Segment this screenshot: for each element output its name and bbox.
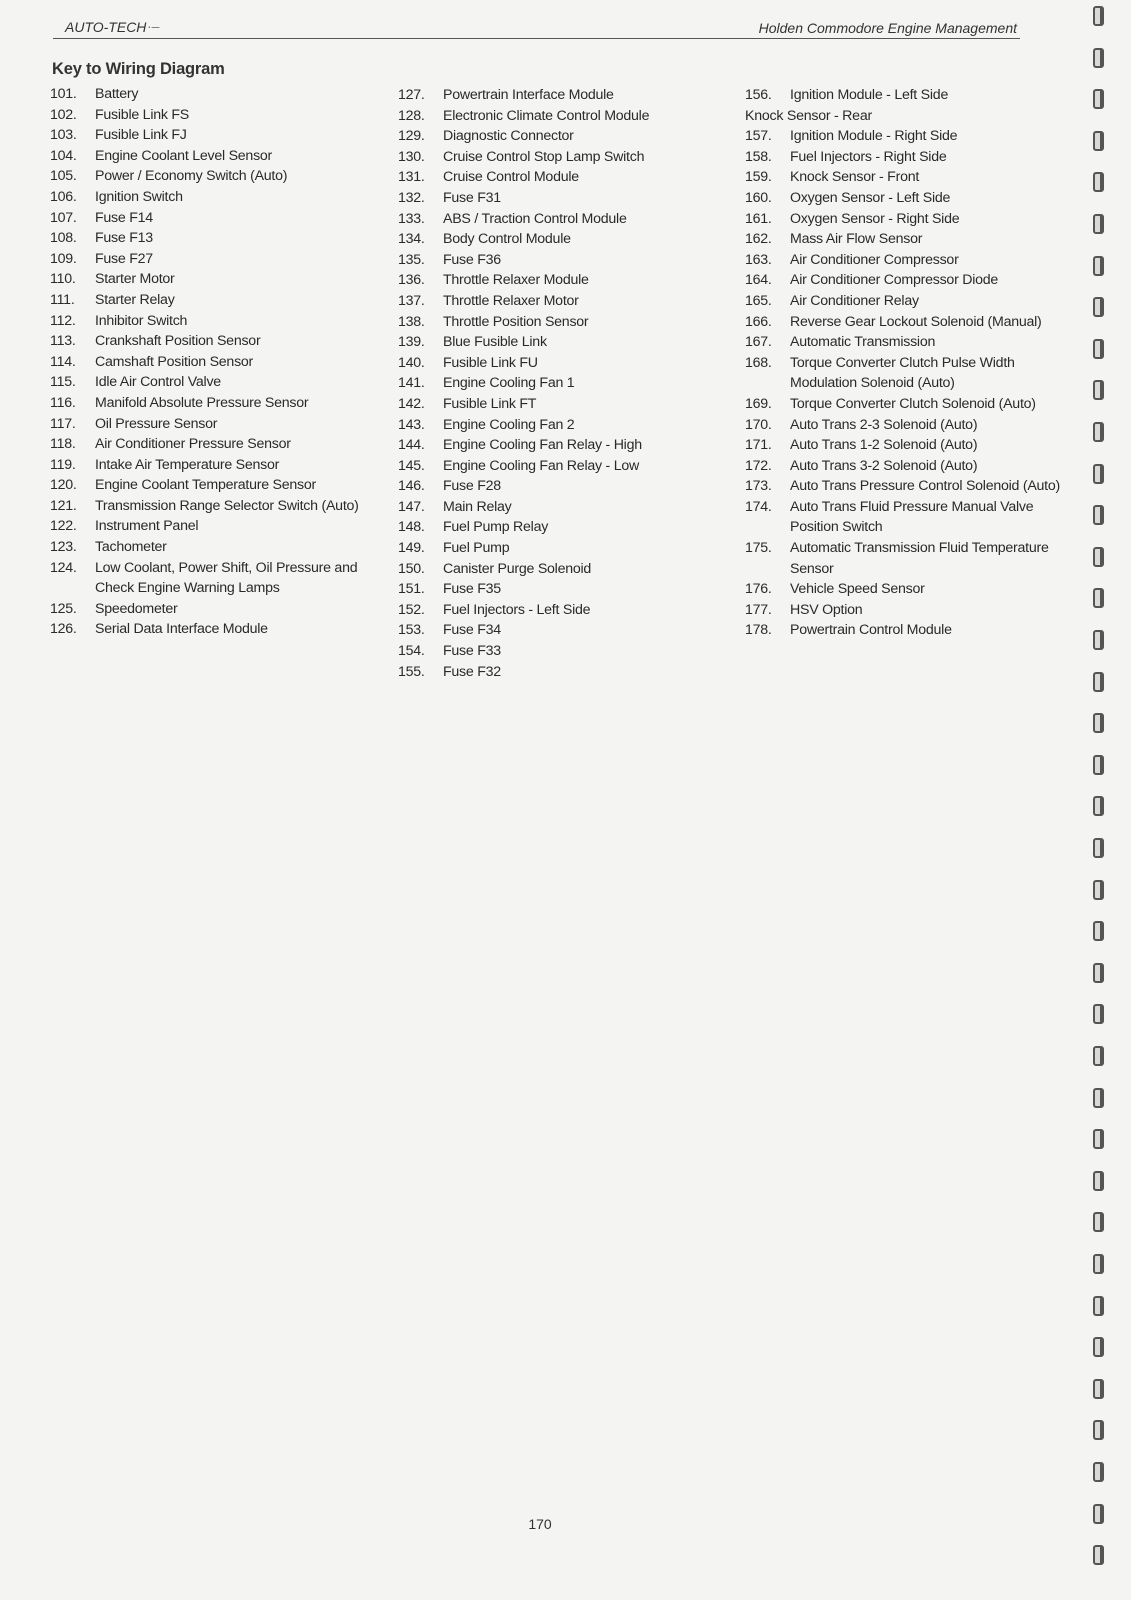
entry-number: 137. — [398, 292, 425, 309]
key-entry — [398, 517, 718, 538]
entry-label: Oxygen Sensor - Right Side — [790, 210, 960, 227]
entry-label: Auto Trans Fluid Pressure Manual Valve Position Switch — [790, 498, 1034, 536]
binding-ring — [1093, 1462, 1104, 1482]
entry-number: 105. — [50, 168, 77, 185]
entry-label: Engine Cooling Fan 1 — [443, 375, 575, 392]
key-entry — [745, 600, 1065, 621]
binding-ring — [1093, 380, 1104, 400]
entry-label: Fuse F13 — [95, 230, 153, 247]
entry-number: 170. — [745, 416, 772, 433]
binding-ring — [1093, 1296, 1104, 1316]
entry-number: 129. — [398, 128, 425, 145]
entry-label: Automatic Transmission — [790, 334, 936, 351]
entry-label: Fuse F27 — [95, 250, 153, 267]
key-entry — [398, 209, 718, 230]
entry-label: Instrument Panel — [95, 518, 199, 535]
entry-label: Electronic Climate Control Module — [443, 107, 650, 124]
key-entry — [398, 456, 718, 477]
entry-number: 121. — [50, 497, 77, 514]
key-column-2 — [398, 85, 718, 682]
key-entry — [50, 475, 370, 496]
binding-ring — [1093, 422, 1104, 442]
entry-number: 103. — [50, 127, 77, 144]
key-entry — [398, 415, 718, 436]
entry-label: Fuel Pump Relay — [443, 519, 549, 536]
binding-ring — [1093, 547, 1104, 567]
key-entry — [745, 291, 1065, 312]
entry-label: Idle Air Control Valve — [95, 374, 221, 391]
entry-number: 154. — [398, 643, 425, 660]
entry-number: 138. — [398, 313, 425, 330]
entry-number: 146. — [398, 478, 425, 495]
entry-number: 163. — [745, 251, 772, 268]
key-entry — [50, 146, 370, 167]
entry-number: 177. — [745, 601, 772, 618]
key-entry — [745, 538, 1065, 579]
binding-ring — [1093, 89, 1104, 109]
entry-number: 156. — [745, 87, 772, 103]
binding-ring — [1093, 214, 1104, 234]
key-entry — [745, 332, 1065, 353]
key-entry — [50, 455, 370, 476]
entry-number: 168. — [745, 354, 772, 371]
key-entry — [398, 579, 718, 600]
key-entry — [50, 311, 370, 332]
entry-label: Air Conditioner Compressor — [790, 251, 959, 268]
key-entry — [745, 579, 1065, 600]
binding-ring — [1093, 588, 1104, 608]
entry-number: 115. — [50, 374, 76, 391]
entry-label: Engine Coolant Level Sensor — [95, 147, 273, 164]
entry-label: Air Conditioner Pressure Sensor — [95, 436, 291, 453]
key-entry — [398, 538, 718, 559]
entry-number: 151. — [398, 581, 425, 598]
entry-label: Oxygen Sensor - Left Side — [790, 189, 951, 206]
binding-ring — [1093, 1379, 1104, 1399]
key-entry — [745, 85, 1065, 106]
entry-number: 101. — [50, 86, 77, 102]
binding-ring — [1093, 1046, 1104, 1066]
entry-label: Fuse F35 — [443, 581, 501, 598]
entry-label: Cruise Control Stop Lamp Switch — [443, 148, 645, 165]
key-column-1 — [50, 84, 370, 640]
binding-ring — [1093, 1171, 1104, 1191]
key-entry — [50, 105, 370, 126]
binding-ring — [1093, 1088, 1104, 1108]
entry-label: Ignition Module - Left Side — [790, 87, 949, 103]
entry-number: 169. — [745, 395, 772, 412]
binding-ring — [1093, 1129, 1104, 1149]
entry-label: Starter Relay — [95, 291, 175, 308]
entry-label: Fuel Injectors - Left Side — [443, 601, 591, 618]
key-entry — [50, 619, 370, 640]
binding-ring — [1093, 630, 1104, 650]
entry-number: 164. — [745, 272, 772, 289]
key-entry — [50, 352, 370, 373]
binding-ring — [1093, 838, 1104, 858]
key-entry — [398, 497, 718, 518]
entry-label: Auto Trans 1-2 Solenoid (Auto) — [790, 437, 978, 454]
key-entry — [50, 187, 370, 208]
binding-ring — [1093, 1337, 1104, 1357]
binding-ring — [1093, 796, 1104, 816]
entry-number: 123. — [50, 539, 77, 556]
binding-ring — [1093, 256, 1104, 276]
binding-ring — [1093, 880, 1104, 900]
entry-label: Engine Cooling Fan 2 — [443, 416, 575, 433]
entry-number: 126. — [50, 621, 77, 638]
key-entry — [745, 229, 1065, 250]
entry-number: 122. — [50, 518, 77, 535]
key-entry — [398, 662, 718, 683]
key-entry — [50, 414, 370, 435]
key-entry — [398, 353, 718, 374]
entry-label: Inhibitor Switch — [95, 312, 188, 329]
entry-number: 161. — [745, 210, 772, 227]
key-entry — [50, 599, 370, 620]
header-book-title: Holden Commodore Engine Management — [758, 20, 1017, 36]
entry-label: Ignition Module - Right Side — [790, 128, 958, 145]
entry-number: 128. — [398, 107, 425, 124]
key-entry — [50, 208, 370, 229]
entry-number: 130. — [398, 148, 425, 165]
entry-number: 145. — [398, 457, 425, 474]
binding-ring — [1093, 1212, 1104, 1232]
binding-ring — [1093, 339, 1104, 359]
key-entry — [50, 290, 370, 311]
key-entry — [50, 249, 370, 270]
entry-label: Camshaft Position Sensor — [95, 353, 254, 370]
binding-ring — [1093, 505, 1104, 525]
key-entry — [398, 332, 718, 353]
spiral-binding — [1087, 0, 1113, 1600]
key-entry — [398, 167, 718, 188]
entry-number: 158. — [745, 148, 772, 165]
entry-number: 112. — [50, 312, 76, 329]
entry-label: Fuse F28 — [443, 478, 501, 495]
key-entry — [50, 558, 370, 599]
entry-label: HSV Option — [790, 601, 863, 618]
key-entry — [398, 188, 718, 209]
entry-number: 166. — [745, 313, 772, 330]
entry-label: Fuel Injectors - Right Side — [790, 148, 947, 165]
entry-number: 136. — [398, 272, 425, 289]
binding-ring — [1093, 131, 1104, 151]
entry-label: Power / Economy Switch (Auto) — [95, 168, 288, 185]
page-header — [53, 18, 1020, 39]
entry-number: 107. — [50, 209, 77, 226]
binding-ring — [1093, 755, 1104, 775]
entry-number: 131. — [398, 169, 425, 186]
entry-number: 155. — [398, 663, 425, 680]
binding-ring — [1093, 297, 1104, 317]
entry-label: Fusible Link FT — [443, 395, 537, 412]
entry-label: Ignition Switch — [95, 188, 183, 205]
entry-label: Oil Pressure Sensor — [95, 415, 218, 432]
key-entry — [398, 229, 718, 250]
header-publisher: AUTO-TECH — [65, 19, 147, 35]
binding-ring — [1093, 921, 1104, 941]
key-entry — [745, 147, 1065, 168]
entry-number: 124. — [50, 559, 77, 576]
key-entry — [745, 394, 1065, 415]
entry-label: Powertrain Control Module — [790, 622, 952, 639]
entry-label: Intake Air Temperature Sensor — [95, 456, 280, 473]
entry-label: Tachometer — [95, 539, 167, 556]
entry-label: Auto Trans 2-3 Solenoid (Auto) — [790, 416, 978, 433]
entry-number: 162. — [745, 231, 772, 248]
key-entry — [745, 456, 1065, 477]
binding-ring — [1093, 1420, 1104, 1440]
binding-ring — [1093, 48, 1104, 68]
binding-ring — [1093, 963, 1104, 983]
key-entry — [745, 476, 1065, 497]
entry-label: Fusible Link FJ — [95, 127, 187, 144]
key-entry — [398, 641, 718, 662]
entry-label: Throttle Relaxer Motor — [443, 292, 579, 309]
entry-number: 114. — [50, 353, 76, 370]
entry-label: Reverse Gear Lockout Solenoid (Manual) — [790, 313, 1042, 330]
entry-label: Low Coolant, Power Shift, Oil Pressure and Check Engine Warning Lamps — [95, 559, 358, 597]
entry-label: Air Conditioner Compressor Diode — [790, 272, 999, 289]
entry-number: 127. — [398, 87, 425, 103]
entry-number: 110. — [50, 271, 76, 288]
binding-ring — [1093, 672, 1104, 692]
key-entry — [745, 270, 1065, 291]
binding-ring — [1093, 1545, 1104, 1565]
entry-number: 178. — [745, 622, 772, 639]
entry-number: 104. — [50, 147, 77, 164]
entry-number: 148. — [398, 519, 425, 536]
key-entry — [398, 85, 718, 106]
key-entry — [745, 415, 1065, 436]
binding-ring — [1093, 6, 1104, 26]
entry-number: 143. — [398, 416, 425, 433]
entry-number: 153. — [398, 622, 425, 639]
entry-number: 109. — [50, 250, 77, 267]
key-entry — [398, 270, 718, 291]
entry-label: Auto Trans Pressure Control Solenoid (Auto) — [790, 478, 1060, 495]
key-entry — [50, 331, 370, 352]
entry-number: 150. — [398, 560, 425, 577]
entry-number: 173. — [745, 478, 772, 495]
entry-label: Powertrain Interface Module — [443, 87, 614, 103]
entry-number: 135. — [398, 251, 425, 268]
entry-label: Fuel Pump — [443, 540, 510, 557]
entry-number: 106. — [50, 188, 77, 205]
key-entry — [398, 291, 718, 312]
entry-label: Starter Motor — [95, 271, 175, 288]
key-entry — [50, 372, 370, 393]
binding-ring — [1093, 1254, 1104, 1274]
key-entry — [398, 126, 718, 147]
entry-label: Body Control Module — [443, 231, 571, 248]
entry-label: Knock Sensor - Rear — [745, 107, 872, 124]
binding-ring — [1093, 172, 1104, 192]
entry-label: Transmission Range Selector Switch (Auto) — [95, 497, 359, 514]
key-entry — [745, 250, 1065, 271]
key-entry — [745, 620, 1065, 641]
key-entry — [745, 209, 1065, 230]
entry-number: 171. — [745, 437, 772, 454]
entry-label: Mass Air Flow Sensor — [790, 231, 923, 248]
entry-number: 141. — [398, 375, 425, 392]
entry-label: Torque Converter Clutch Pulse Width Modulation Solenoid (Auto) — [790, 354, 1015, 392]
entry-number: 102. — [50, 106, 77, 123]
entry-label: ABS / Traction Control Module — [443, 210, 627, 227]
key-entry — [50, 393, 370, 414]
entry-number: 142. — [398, 395, 425, 412]
key-entry — [50, 537, 370, 558]
entry-number: 108. — [50, 230, 77, 247]
entry-label: Canister Purge Solenoid — [443, 560, 592, 577]
entry-number: 116. — [50, 394, 76, 411]
key-entry — [398, 600, 718, 621]
key-entry — [745, 106, 1065, 127]
binding-ring — [1093, 1004, 1104, 1024]
entry-number: 119. — [50, 456, 76, 473]
entry-number: 147. — [398, 498, 425, 515]
entry-number: 134. — [398, 231, 425, 248]
entry-number: 165. — [745, 292, 772, 309]
entry-number: 120. — [50, 477, 77, 494]
entry-label: Blue Fusible Link — [443, 334, 547, 351]
key-entry — [745, 497, 1065, 538]
entry-label: Fuse F36 — [443, 251, 501, 268]
key-entry — [50, 228, 370, 249]
key-entry — [50, 434, 370, 455]
key-entry — [745, 312, 1065, 333]
key-entry — [50, 496, 370, 517]
entry-label: Crankshaft Position Sensor — [95, 333, 261, 350]
key-entry — [398, 476, 718, 497]
entry-label: Vehicle Speed Sensor — [790, 581, 925, 598]
binding-ring — [1093, 1504, 1104, 1524]
entry-number: 132. — [398, 189, 425, 206]
key-heading: Key to Wiring Diagram — [52, 60, 225, 78]
entry-number: 176. — [745, 581, 772, 598]
key-entry — [398, 147, 718, 168]
entry-number: 167. — [745, 334, 772, 351]
key-entry — [398, 373, 718, 394]
entry-label: Fuse F33 — [443, 643, 501, 660]
entry-label: Fusible Link FU — [443, 354, 538, 371]
entry-number: 152. — [398, 601, 425, 618]
key-entry — [50, 166, 370, 187]
entry-label: Fuse F32 — [443, 663, 501, 680]
key-entry — [745, 167, 1065, 188]
entry-number: 117. — [50, 415, 76, 432]
key-entry — [50, 84, 370, 105]
entry-number: 159. — [745, 169, 772, 186]
key-entry — [398, 250, 718, 271]
key-entry — [398, 312, 718, 333]
entry-label: Throttle Relaxer Module — [443, 272, 589, 289]
key-column-3 — [745, 85, 1065, 641]
entry-label: Fuse F14 — [95, 209, 153, 226]
key-entry — [745, 435, 1065, 456]
key-entry — [745, 126, 1065, 147]
entry-number: 144. — [398, 437, 425, 454]
entry-label: Engine Coolant Temperature Sensor — [95, 477, 316, 494]
key-entry — [398, 106, 718, 127]
page-number: 170 — [528, 1516, 552, 1532]
entry-label: Diagnostic Connector — [443, 128, 574, 145]
key-entry — [398, 559, 718, 580]
binding-ring — [1093, 464, 1104, 484]
entry-label: Fuse F34 — [443, 622, 501, 639]
entry-label: Throttle Position Sensor — [443, 313, 589, 330]
key-entry — [50, 516, 370, 537]
key-entry — [745, 353, 1065, 394]
entry-number: 111. — [50, 291, 75, 308]
key-entry — [50, 125, 370, 146]
entry-number: 174. — [745, 498, 772, 515]
entry-label: Knock Sensor - Front — [790, 169, 920, 186]
entry-number: 140. — [398, 354, 425, 371]
entry-label: Fuse F31 — [443, 189, 501, 206]
entry-number: 172. — [745, 457, 772, 474]
entry-number: 160. — [745, 189, 772, 206]
entry-label: Speedometer — [95, 600, 178, 617]
entry-label: Automatic Transmission Fluid Temperature Sensor — [790, 540, 1049, 577]
key-entry — [398, 435, 718, 456]
entry-number: 149. — [398, 540, 425, 557]
entry-number: 133. — [398, 210, 425, 227]
key-entry — [745, 188, 1065, 209]
entry-label: Serial Data Interface Module — [95, 621, 268, 638]
entry-label: Fusible Link FS — [95, 106, 190, 123]
entry-number: 125. — [50, 600, 77, 617]
entry-label: Manifold Absolute Pressure Sensor — [95, 394, 309, 411]
key-entry — [50, 269, 370, 290]
entry-label: Engine Cooling Fan Relay - High — [443, 437, 642, 454]
entry-number: 175. — [745, 540, 772, 557]
entry-label: Cruise Control Module — [443, 169, 579, 186]
entry-label: Main Relay — [443, 498, 512, 515]
header-mark: ·– — [147, 18, 160, 34]
key-entry — [398, 620, 718, 641]
entry-number: 157. — [745, 128, 772, 145]
key-entry — [398, 394, 718, 415]
entry-number: 113. — [50, 333, 76, 350]
binding-ring — [1093, 713, 1104, 733]
entry-label: Auto Trans 3-2 Solenoid (Auto) — [790, 457, 978, 474]
entry-label: Battery — [95, 86, 139, 102]
entry-label: Air Conditioner Relay — [790, 292, 919, 309]
entry-label: Engine Cooling Fan Relay - Low — [443, 457, 639, 474]
entry-number: 139. — [398, 334, 425, 351]
entry-number: 118. — [50, 436, 76, 453]
entry-label: Torque Converter Clutch Solenoid (Auto) — [790, 395, 1036, 412]
